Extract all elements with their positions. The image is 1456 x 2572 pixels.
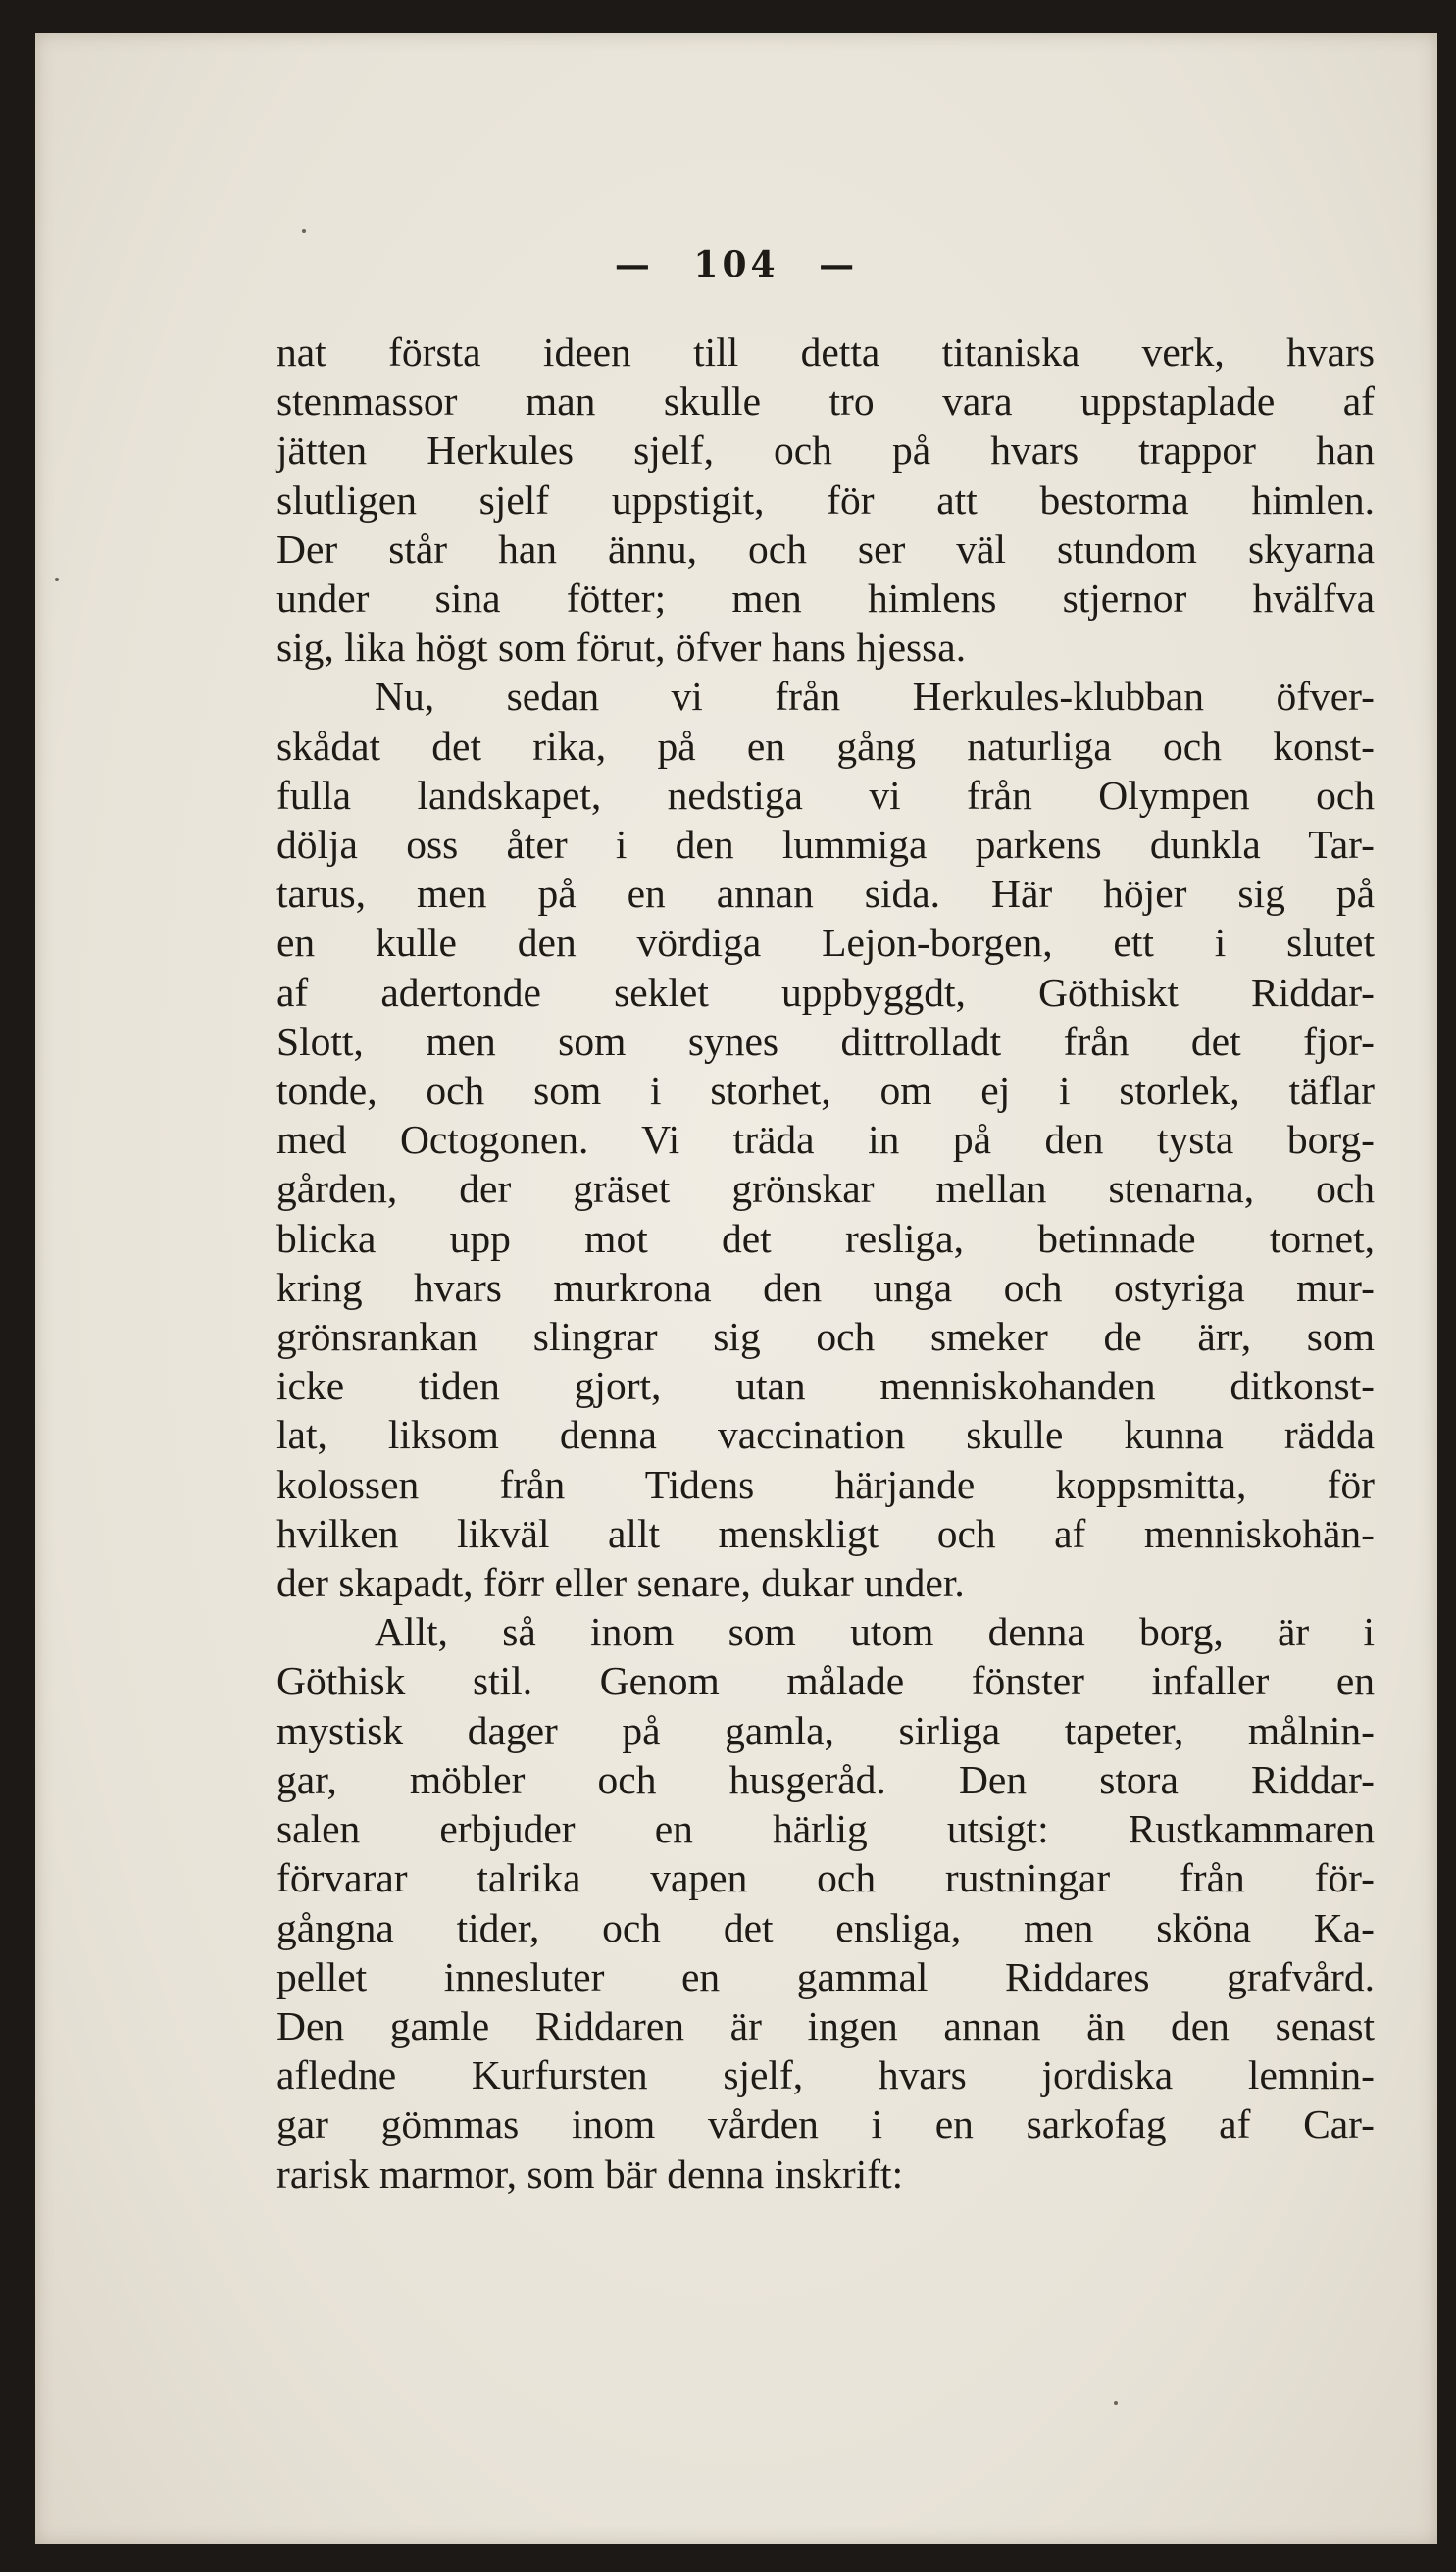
text-line: Nu, sedan vi från Herkules-klubban öfver- <box>375 674 1375 720</box>
text-line: sig, lika högt som förut, öfver hans hjessa. <box>276 625 967 671</box>
text-line: jätten Herkules sjelf, och på hvars trappor han <box>276 428 1375 474</box>
text-line: rarisk marmor, som bär denna inskrift: <box>276 2150 904 2196</box>
text-line: skådat det rika, på en gång naturliga och konst- <box>276 723 1375 769</box>
text-line: salen erbjuder en härlig utsigt: Rustkammaren <box>276 1806 1375 1852</box>
paper-speck <box>55 578 59 581</box>
text-line: en kulle den vördiga Lejon-borgen, ett i slutet <box>276 920 1375 966</box>
paper-speck <box>302 229 306 233</box>
text-line: blicka upp mot det resliga, betinnade tornet, <box>276 1215 1375 1261</box>
text-line: Den gamle Riddaren är ingen annan än den senast <box>276 2002 1375 2048</box>
text-line: förvarar talrika vapen och rustningar från för- <box>276 1855 1375 1901</box>
text-line: grönsrankan slingrar sig och smeker de ärr, som <box>276 1314 1375 1360</box>
text-line: stenmassor man skulle tro vara uppstaplade af <box>276 378 1375 425</box>
page-number-header: — 104 — <box>614 244 859 285</box>
text-line: Allt, så inom som utom denna borg, är i <box>375 1609 1375 1655</box>
text-line: Göthisk stil. Genom målade fönster infaller en <box>276 1658 1375 1704</box>
text-line: der skapadt, förr eller senare, dukar under. <box>276 1560 965 1606</box>
text-line: gar, möbler och husgeråd. Den stora Riddar- <box>276 1756 1375 1802</box>
text-line: under sina fötter; men himlens stjernor hvälfva <box>276 576 1375 622</box>
text-line: kring hvars murkrona den unga och ostyriga mur- <box>276 1264 1375 1310</box>
text-line: dölja oss åter i den lummiga parkens dunkla Tar- <box>276 822 1375 868</box>
text-line: mystisk dager på gamla, sirliga tapeter, målnin- <box>276 1707 1375 1753</box>
text-line: lat, liksom denna vaccination skulle kunna rädda <box>276 1412 1375 1458</box>
text-line: tarus, men på en annan sida. Här höjer sig på <box>276 871 1375 917</box>
text-line: kolossen från Tidens härjande koppsmitta, för <box>276 1461 1375 1507</box>
text-line: af adertonde seklet uppbyggdt, Göthiskt Riddar- <box>276 969 1375 1015</box>
text-line: gångna tider, och det ensliga, men sköna Ka- <box>276 1904 1375 1950</box>
text-line: afledne Kurfursten sjelf, hvars jordiska lemnin- <box>276 2052 1375 2098</box>
text-line: hvilken likväl allt menskligt och af menniskohän- <box>276 1510 1375 1556</box>
text-line: icke tiden gjort, utan menniskohanden ditkonst- <box>276 1363 1375 1409</box>
text-line: med Octogonen. Vi träda in på den tysta borg- <box>276 1117 1375 1163</box>
text-line: pellet innesluter en gammal Riddares grafvård. <box>276 1953 1375 1999</box>
text-line: Der står han ännu, och ser väl stundom skyarna <box>276 526 1375 572</box>
text-line: slutligen sjelf uppstigit, för att bestorma himlen. <box>276 477 1375 523</box>
text-line: Slott, men som synes dittrolladt från det fjor- <box>276 1018 1375 1064</box>
text-line: tonde, och som i storhet, om ej i storlek, täflar <box>276 1068 1375 1114</box>
page-body-text <box>276 328 1375 2198</box>
paper-speck <box>1114 2401 1118 2405</box>
text-line: gar gömmas inom vården i en sarkofag af Car- <box>276 2101 1375 2147</box>
text-line: nat första ideen till detta titaniska verk, hvars <box>276 329 1375 375</box>
book-page <box>35 33 1437 2544</box>
text-line: gården, der gräset grönskar mellan stenarna, och <box>276 1166 1375 1212</box>
text-line: fulla landskapet, nedstiga vi från Olympen och <box>276 772 1375 818</box>
